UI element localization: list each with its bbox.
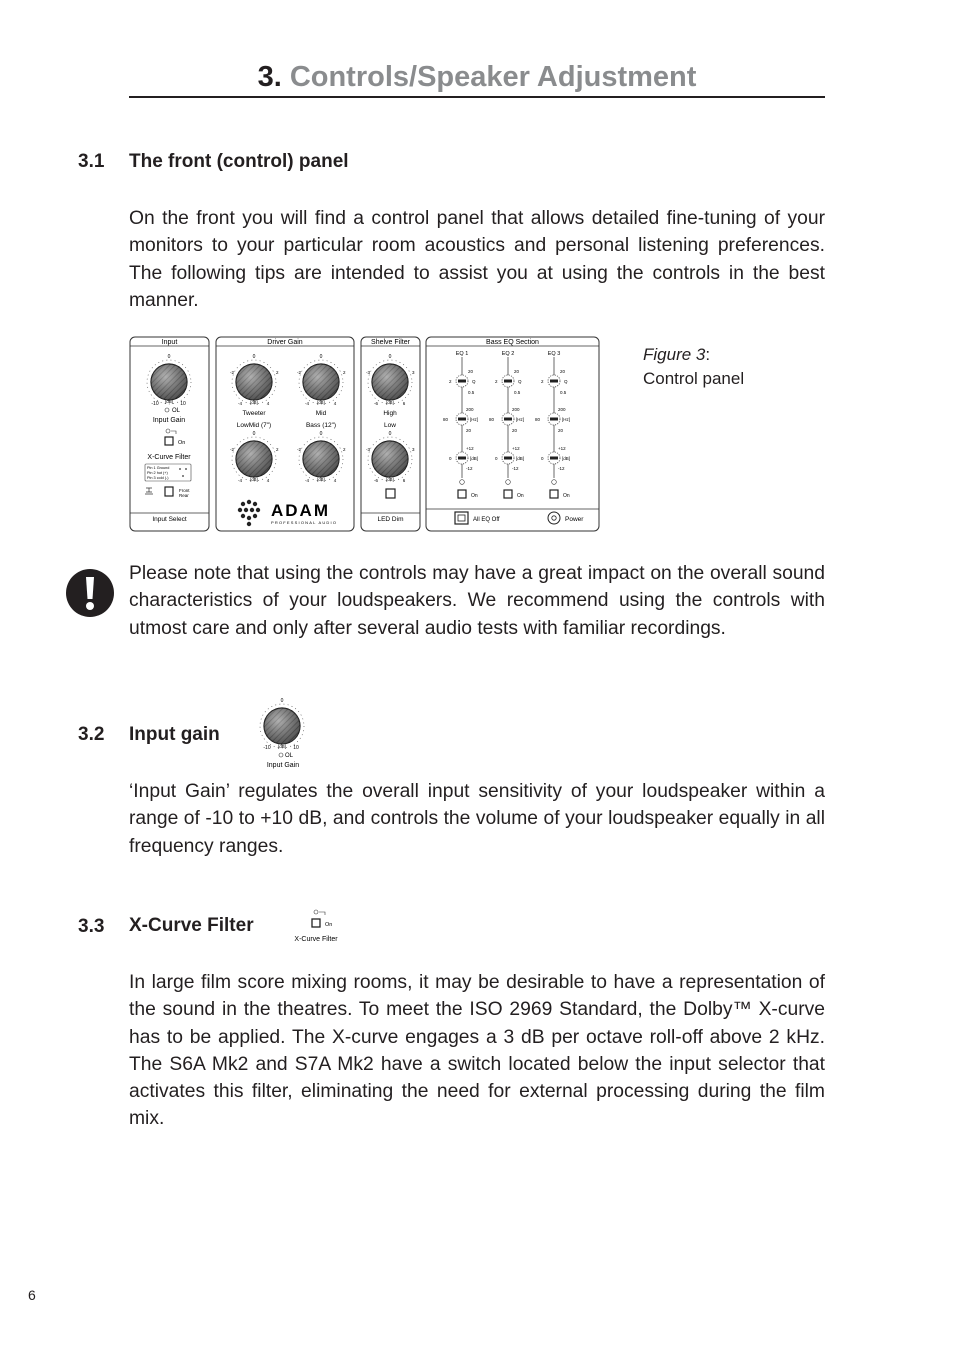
svg-text:0: 0 xyxy=(252,354,256,360)
figure-label-suffix: : xyxy=(705,345,711,364)
svg-text:0: 0 xyxy=(319,354,323,360)
svg-text:0: 0 xyxy=(252,431,256,437)
svg-text:0: 0 xyxy=(541,456,544,461)
all-eq-off-label: All EQ Off xyxy=(473,517,500,523)
svg-text:EQ 2: EQ 2 xyxy=(501,351,515,357)
svg-text:-4: -4 xyxy=(304,401,310,406)
shelve-filter-section xyxy=(361,337,420,531)
svg-text:-2: -2 xyxy=(230,370,235,375)
svg-text:0: 0 xyxy=(388,354,392,360)
brand-name: ADAM xyxy=(271,501,330,520)
power-button[interactable] xyxy=(548,512,560,524)
svg-text:-4: -4 xyxy=(237,401,243,406)
low-label: Low xyxy=(384,422,396,429)
svg-text:[dB]: [dB] xyxy=(250,400,258,405)
eq1-freq-knob[interactable] xyxy=(456,413,468,425)
svg-text:4: 4 xyxy=(333,401,337,406)
svg-text:0: 0 xyxy=(449,456,452,461)
svg-text:EQ 1: EQ 1 xyxy=(455,351,469,357)
section-heading: The front (control) panel xyxy=(129,151,349,172)
svg-text:2: 2 xyxy=(541,379,544,384)
svg-text:Pin 3 cold (-): Pin 3 cold (-) xyxy=(147,476,169,480)
eq1-on-switch[interactable] xyxy=(458,490,466,498)
svg-text:[dB]: [dB] xyxy=(470,456,479,461)
svg-text:[dB]: [dB] xyxy=(164,399,174,404)
svg-text:200: 200 xyxy=(558,407,566,412)
svg-text:On: On xyxy=(517,493,524,499)
svg-text:-3: -3 xyxy=(366,370,371,375)
svg-text:80: 80 xyxy=(489,417,495,422)
svg-text:[dB]: [dB] xyxy=(317,400,325,405)
svg-text:200: 200 xyxy=(466,407,474,412)
section-body: On the front you will find a control panel that allows detailed fine-tuning of your monitors to your particular room acoustics and personal listening preferences. The following tips are intended to assist you at using the controls in the best manner. xyxy=(129,208,825,311)
svg-text:[Hz]: [Hz] xyxy=(470,417,479,422)
svg-text:0: 0 xyxy=(167,354,171,360)
svg-text:3: 3 xyxy=(412,370,415,375)
svg-text:-6: -6 xyxy=(373,401,379,406)
eq1-gain-knob[interactable] xyxy=(456,452,468,464)
svg-text:-12: -12 xyxy=(466,466,473,471)
svg-text:OL: OL xyxy=(172,408,181,414)
svg-text:Pin 2 hot (+): Pin 2 hot (+) xyxy=(147,471,168,475)
svg-text:[dB]: [dB] xyxy=(386,400,394,405)
eq2-gain-knob[interactable] xyxy=(502,452,514,464)
svg-text:-6: -6 xyxy=(373,478,379,483)
svg-text:+12: +12 xyxy=(558,446,566,451)
svg-text:2: 2 xyxy=(276,447,279,452)
eq3-gain-knob[interactable] xyxy=(548,452,560,464)
xcurve-label: X-Curve Filter xyxy=(147,454,191,461)
svg-text:4: 4 xyxy=(333,478,337,483)
chapter-title-text: Controls/Speaker Adjustment xyxy=(289,61,697,93)
chapter-number: 3. xyxy=(257,61,282,93)
svg-text:20: 20 xyxy=(514,369,520,374)
svg-text:20: 20 xyxy=(558,428,564,433)
svg-text:On: On xyxy=(325,922,333,928)
svg-text:+12: +12 xyxy=(466,446,474,451)
power-label: Power xyxy=(565,516,584,523)
input-gain-knob-icon xyxy=(255,696,315,772)
svg-text:200: 200 xyxy=(512,407,520,412)
svg-text:-2: -2 xyxy=(297,447,302,452)
svg-text:6: 6 xyxy=(402,478,406,483)
svg-text:[dB]: [dB] xyxy=(562,456,571,461)
svg-text:Q: Q xyxy=(518,379,522,384)
svg-text:20: 20 xyxy=(560,369,566,374)
svg-text:On: On xyxy=(471,493,478,499)
svg-text:0.5: 0.5 xyxy=(560,390,567,395)
svg-text:[dB]: [dB] xyxy=(516,456,525,461)
svg-text:X-Curve Filter: X-Curve Filter xyxy=(294,936,338,943)
svg-text:0: 0 xyxy=(280,698,284,704)
input-select-switch[interactable] xyxy=(165,487,173,496)
bass-label: Bass (12") xyxy=(305,422,337,429)
svg-text:On: On xyxy=(178,440,186,446)
svg-text:-4: -4 xyxy=(237,478,243,483)
svg-text:-12: -12 xyxy=(512,466,519,471)
figure-caption-text: Control panel xyxy=(643,369,745,388)
svg-text:-10: -10 xyxy=(263,745,271,751)
high-label: High xyxy=(383,410,397,417)
svg-text:-3: -3 xyxy=(366,447,371,452)
svg-text:0: 0 xyxy=(319,431,323,437)
brand-subtitle: PROFESSIONAL AUDIO xyxy=(271,520,338,525)
svg-text:80: 80 xyxy=(443,417,449,422)
xcurve-switch[interactable] xyxy=(165,437,173,445)
chapter-title xyxy=(129,58,825,98)
svg-text:Q: Q xyxy=(472,379,476,384)
svg-text:10: 10 xyxy=(180,401,186,407)
svg-text:2: 2 xyxy=(495,379,498,384)
svg-text:[dB]: [dB] xyxy=(250,477,258,482)
svg-text:+12: +12 xyxy=(512,446,520,451)
section-body: In large film score mixing rooms, it may be desirable to have a representation of the sound in the theatres. To meet the ISO 2969 Standard, the Dolby™ X-curve has to be applied. The X-curve engages a 3 dB per octave roll-off above 2 kHz. The S6A Mk2 and S7A Mk2 have a switch located below the input selector that activates this filter, eliminating the need for external processing during the film mix. xyxy=(129,972,825,1130)
svg-text:[dB]: [dB] xyxy=(277,744,287,749)
eq2-q-knob[interactable] xyxy=(502,375,514,387)
svg-text:[Hz]: [Hz] xyxy=(516,417,525,422)
input-section xyxy=(130,337,209,531)
eq2-on-switch[interactable] xyxy=(504,490,512,498)
eq1-q-knob[interactable] xyxy=(456,375,468,387)
svg-text:Pin 1 Ground: Pin 1 Ground xyxy=(147,466,170,470)
svg-text:Q: Q xyxy=(564,379,568,384)
warning-exclamation-icon xyxy=(65,568,115,618)
tweeter-label: Tweeter xyxy=(242,410,266,417)
led-dim-switch[interactable] xyxy=(386,489,395,498)
svg-text:On: On xyxy=(563,493,570,499)
svg-text:-10: -10 xyxy=(151,401,159,407)
mid-label: Mid xyxy=(315,410,327,417)
svg-text:[dB]: [dB] xyxy=(317,477,325,482)
svg-text:[Hz]: [Hz] xyxy=(562,417,571,422)
svg-text:2: 2 xyxy=(343,370,346,375)
svg-text:6: 6 xyxy=(402,401,406,406)
svg-text:20: 20 xyxy=(512,428,518,433)
svg-text:Rear: Rear xyxy=(179,493,189,498)
svg-text:0: 0 xyxy=(388,431,392,437)
eq2-freq-knob[interactable] xyxy=(502,413,514,425)
figure-caption xyxy=(643,343,744,391)
driver-gain-section xyxy=(216,337,354,531)
page-number: 6 xyxy=(28,1287,36,1303)
svg-text:0.5: 0.5 xyxy=(514,390,521,395)
svg-text:-4: -4 xyxy=(304,478,310,483)
svg-text:80: 80 xyxy=(535,417,541,422)
section-heading: X-Curve Filter xyxy=(129,915,254,936)
lowmid-label: LowMid (7") xyxy=(236,422,272,429)
svg-text:0: 0 xyxy=(495,456,498,461)
xcurve-filter-switch-icon xyxy=(288,906,348,946)
shelve-filter-title: Shelve Filter xyxy=(371,339,410,346)
section-heading: Input gain xyxy=(129,724,220,745)
svg-text:2: 2 xyxy=(449,379,452,384)
eq3-freq-knob[interactable] xyxy=(548,413,560,425)
svg-text:20: 20 xyxy=(468,369,474,374)
svg-text:-2: -2 xyxy=(297,370,302,375)
svg-text:2: 2 xyxy=(276,370,279,375)
svg-text:2: 2 xyxy=(343,447,346,452)
svg-text:3: 3 xyxy=(412,447,415,452)
input-title: Input xyxy=(161,339,178,346)
svg-text:10: 10 xyxy=(293,745,299,751)
warning-text: Please note that using the controls may have a great impact on the overall sound characteristics of your loudspeakers. We recommend using the controls with utmost care and only after several audio tests with familiar recordings. xyxy=(129,563,825,639)
svg-text:[dB]: [dB] xyxy=(386,477,394,482)
svg-text:Front: Front xyxy=(179,488,190,493)
section-number: 3.3 xyxy=(78,916,105,937)
figure-label: Figure 3 xyxy=(643,345,706,364)
section-body: ‘Input Gain’ regulates the overall input sensitivity of your loudspeaker within a range of -10 to +10 dB, and controls the volume of your loudspeaker equally in all frequency ranges. xyxy=(129,781,825,857)
svg-text:-12: -12 xyxy=(558,466,565,471)
svg-text:OL: OL xyxy=(285,753,294,759)
svg-text:4: 4 xyxy=(266,401,270,406)
input-select-label: Input Select xyxy=(152,516,187,523)
eq3-on-switch[interactable] xyxy=(550,490,558,498)
svg-text:20: 20 xyxy=(466,428,472,433)
led-dim-label: LED Dim xyxy=(377,516,404,523)
input-gain-knob[interactable] xyxy=(151,364,187,400)
eq3-q-knob[interactable] xyxy=(548,375,560,387)
svg-text:4: 4 xyxy=(266,478,270,483)
svg-text:0.5: 0.5 xyxy=(468,390,475,395)
all-eq-off-switch[interactable] xyxy=(455,512,468,524)
bass-eq-title: Bass EQ Section xyxy=(486,339,539,346)
bass-eq-section xyxy=(426,337,599,531)
control-panel-figure xyxy=(128,335,602,533)
section-number: 3.1 xyxy=(78,151,105,172)
svg-text:EQ 3: EQ 3 xyxy=(547,351,561,357)
input-gain-label: Input Gain xyxy=(152,417,186,424)
section-number: 3.2 xyxy=(78,724,105,745)
driver-gain-title: Driver Gain xyxy=(267,339,303,346)
svg-text:-2: -2 xyxy=(230,447,235,452)
svg-text:Input Gain: Input Gain xyxy=(266,762,300,769)
